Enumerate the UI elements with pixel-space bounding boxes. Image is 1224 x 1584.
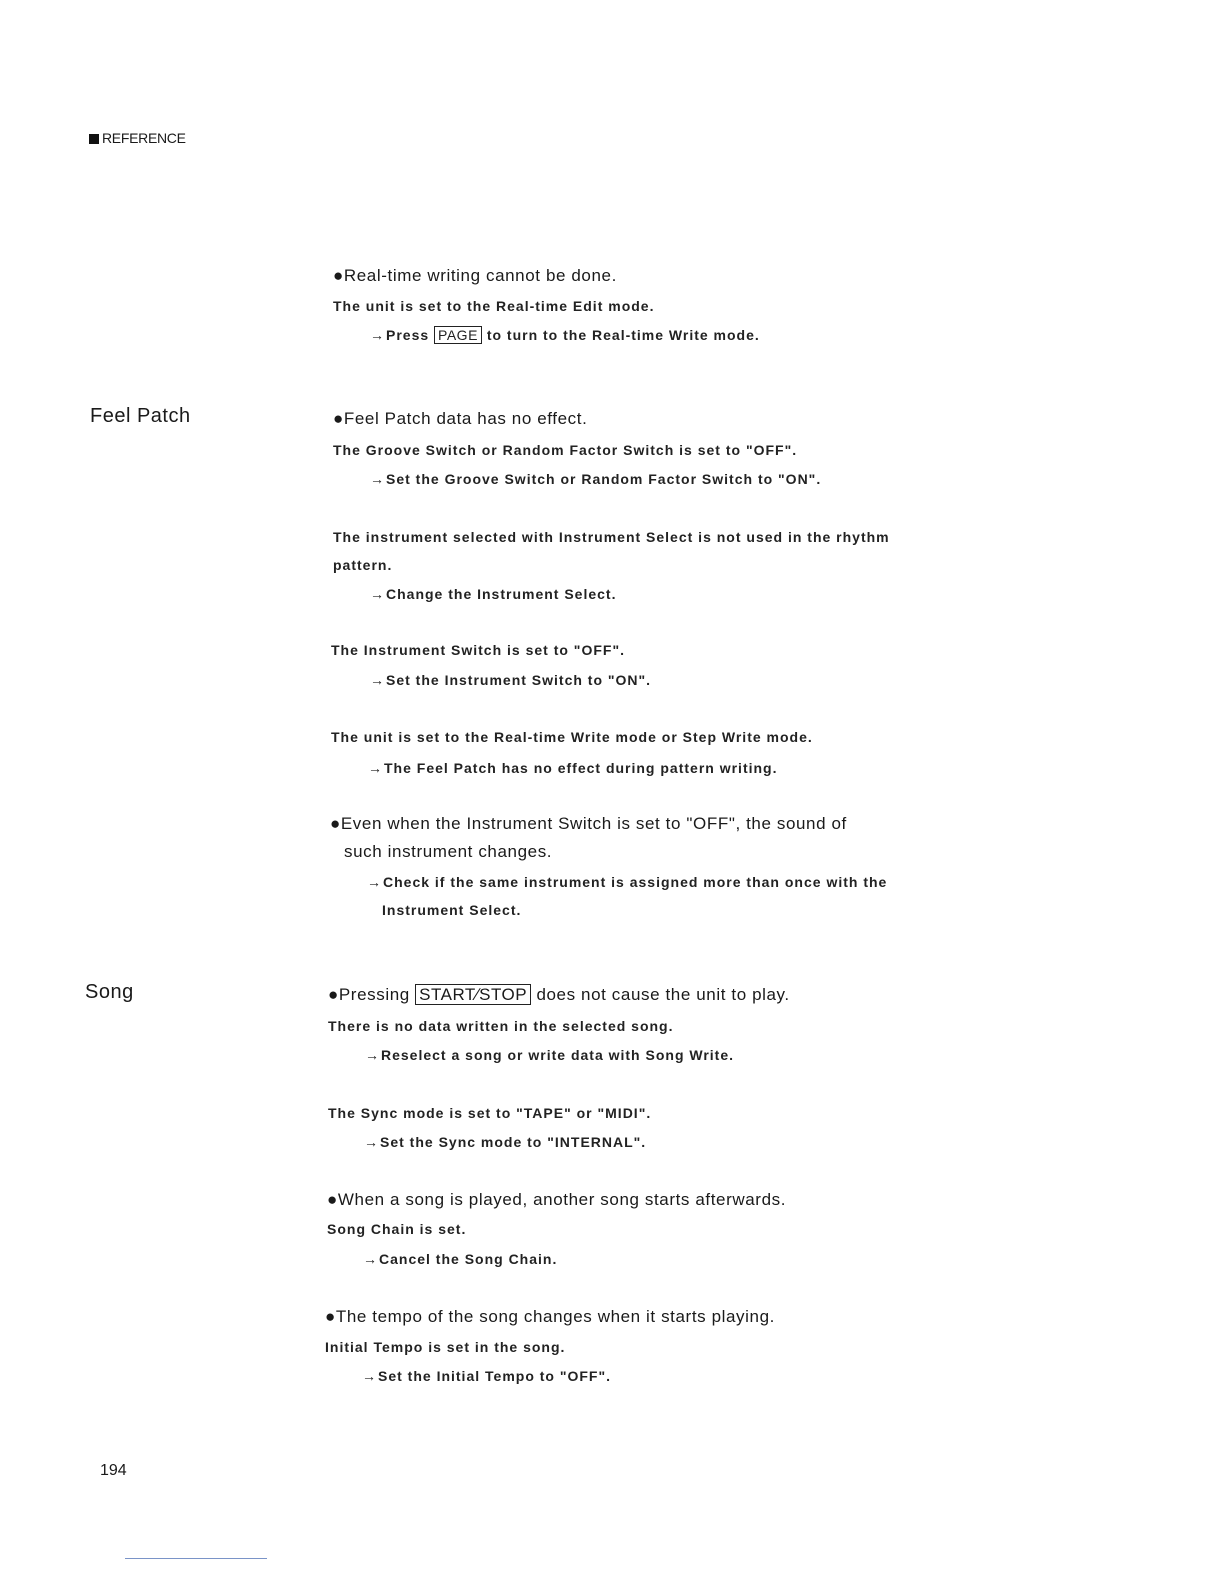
arrow-icon: → xyxy=(370,672,385,688)
start-stop-key-label: START∕STOP xyxy=(415,984,531,1005)
arrow-icon: → xyxy=(368,760,383,776)
arrow-icon: → xyxy=(365,1047,380,1063)
cause-groove-switch: The Groove Switch or Random Factor Switch is set to "OFF". xyxy=(333,442,798,458)
symptom-instrument-off: ●Even when the Instrument Switch is set to "OFF", the sound of xyxy=(330,814,847,833)
section-title-feel-patch: Feel Patch xyxy=(90,405,191,427)
remedy-no-data: →Reselect a song or write data with Song Write. xyxy=(365,1047,735,1063)
arrow-icon: → xyxy=(367,874,382,890)
arrow-icon: → xyxy=(370,586,385,602)
cause-instrument-select: The instrument selected with Instrument Select is not used in the rhythm xyxy=(333,529,890,545)
arrow-icon: → xyxy=(362,1368,377,1384)
cause-instrument-switch: The Instrument Switch is set to "OFF". xyxy=(331,642,625,658)
cause-instrument-select-cont: pattern. xyxy=(333,557,393,573)
square-bullet-icon xyxy=(89,134,99,144)
symptom-start-stop: ●Pressing START∕STOP does not cause the unit to play. xyxy=(328,985,790,1004)
remedy-groove-switch: →Set the Groove Switch or Random Factor Switch to "ON". xyxy=(370,471,822,487)
cause-no-data: There is no data written in the selected song. xyxy=(328,1018,674,1034)
footer-rule xyxy=(125,1558,267,1559)
cause-tempo: Initial Tempo is set in the song. xyxy=(325,1339,566,1355)
cause-sync-mode: The Sync mode is set to "TAPE" or "MIDI". xyxy=(328,1105,652,1121)
remedy-instrument-select: →Change the Instrument Select. xyxy=(370,586,617,602)
remedy-instrument-off: →Check if the same instrument is assigned more than once with the xyxy=(367,874,888,890)
remedy-sync-mode: →Set the Sync mode to "INTERNAL". xyxy=(364,1134,647,1150)
page-number: 194 xyxy=(100,1462,127,1479)
cause-realtime: The unit is set to the Real-time Edit mode. xyxy=(333,298,655,314)
symptom-feel-effect: ●Feel Patch data has no effect. xyxy=(333,409,588,428)
header-label: REFERENCE xyxy=(102,130,186,146)
section-title-song: Song xyxy=(85,981,134,1003)
symptom-instrument-off-cont: such instrument changes. xyxy=(344,842,553,861)
remedy-instrument-switch: →Set the Instrument Switch to "ON". xyxy=(370,672,652,688)
arrow-icon: → xyxy=(370,327,385,343)
remedy-write-mode: →The Feel Patch has no effect during pattern writing. xyxy=(368,760,778,776)
symptom-tempo: ●The tempo of the song changes when it starts playing. xyxy=(325,1307,775,1326)
remedy-realtime: →Press PAGE to turn to the Real-time Write mode. xyxy=(370,327,760,343)
cause-write-mode: The unit is set to the Real-time Write mode or Step Write mode. xyxy=(331,729,813,745)
symptom-song-chain: ●When a song is played, another song starts afterwards. xyxy=(327,1190,787,1209)
section-header xyxy=(89,130,186,146)
arrow-icon: → xyxy=(370,471,385,487)
remedy-tempo: →Set the Initial Tempo to "OFF". xyxy=(362,1368,612,1384)
arrow-icon: → xyxy=(363,1251,378,1267)
arrow-icon: → xyxy=(364,1134,379,1150)
remedy-song-chain: →Cancel the Song Chain. xyxy=(363,1251,558,1267)
remedy-instrument-off-cont: Instrument Select. xyxy=(382,902,522,918)
symptom-realtime: ●Real-time writing cannot be done. xyxy=(333,266,617,285)
cause-song-chain: Song Chain is set. xyxy=(327,1221,467,1237)
page-key-label: PAGE xyxy=(434,326,482,344)
